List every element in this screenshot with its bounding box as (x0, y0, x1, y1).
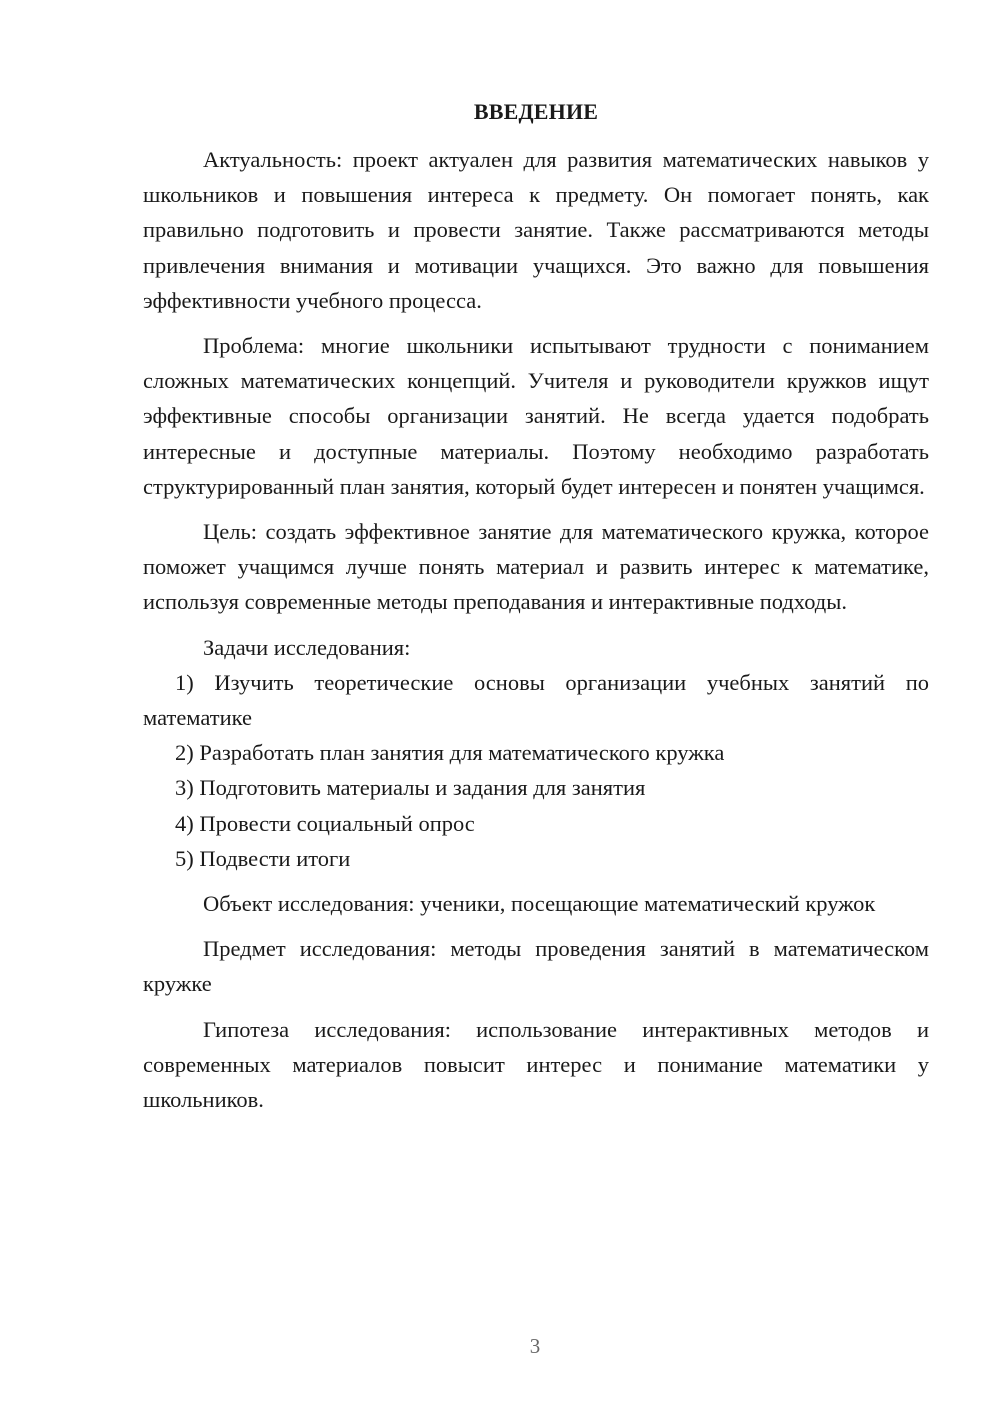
list-item: 5) Подвести итоги (175, 845, 351, 871)
paragraph-subject: Предмет исследования: методы проведения занятий в математическом кружке (143, 936, 929, 997)
document-body (143, 142, 929, 1117)
list-item: 1) Изучить теоретические основы организации учебных занятий по математике (143, 669, 929, 731)
paragraph-goal: Цель: создать эффективное занятие для математического кружка, которое поможет учащимся лучше понять материал и развить интерес к математике, используя современные методы преподавания и интерактивные подходы. (143, 519, 929, 615)
list-item: 2) Разработать план занятия для математического кружка (175, 740, 725, 766)
page-number: 3 (529, 1334, 541, 1358)
list-item: 4) Провести социальный опрос (175, 810, 475, 836)
tasks-list (143, 665, 929, 876)
page-title: ВВЕДЕНИЕ (473, 99, 599, 124)
paragraph-problem: Проблема: многие школьники испытывают трудности с пониманием сложных математических концепций. Учителя и руководители кружков ищут эффективные способы организации занятий. Не всегда удается подобрать интересные и доступные материалы. Поэтому необходимо разработать структурированный план занятия, который будет интересен и понятен учащимся. (143, 333, 929, 499)
paragraph-hypothesis: Гипотеза исследования: использование интерактивных методов и современных материалов повысит интерес и понимание математики у школьников. (143, 1016, 929, 1113)
paragraph-relevance: Актуальность: проект актуален для развития математических навыков у школьников и повышения интереса к предмету. Он помогает понять, как правильно подготовить и провести занятие. Также рассматриваются методы привлечения внимания и мотивации учащихся. Это важно для повышения эффективности учебного процесса. (143, 147, 929, 313)
paragraph-object: Объект исследования: ученики, посещающие математический кружок (203, 891, 876, 917)
tasks-heading: Задачи исследования: (203, 634, 411, 660)
list-item: 3) Подготовить материалы и задания для занятия (175, 775, 646, 801)
